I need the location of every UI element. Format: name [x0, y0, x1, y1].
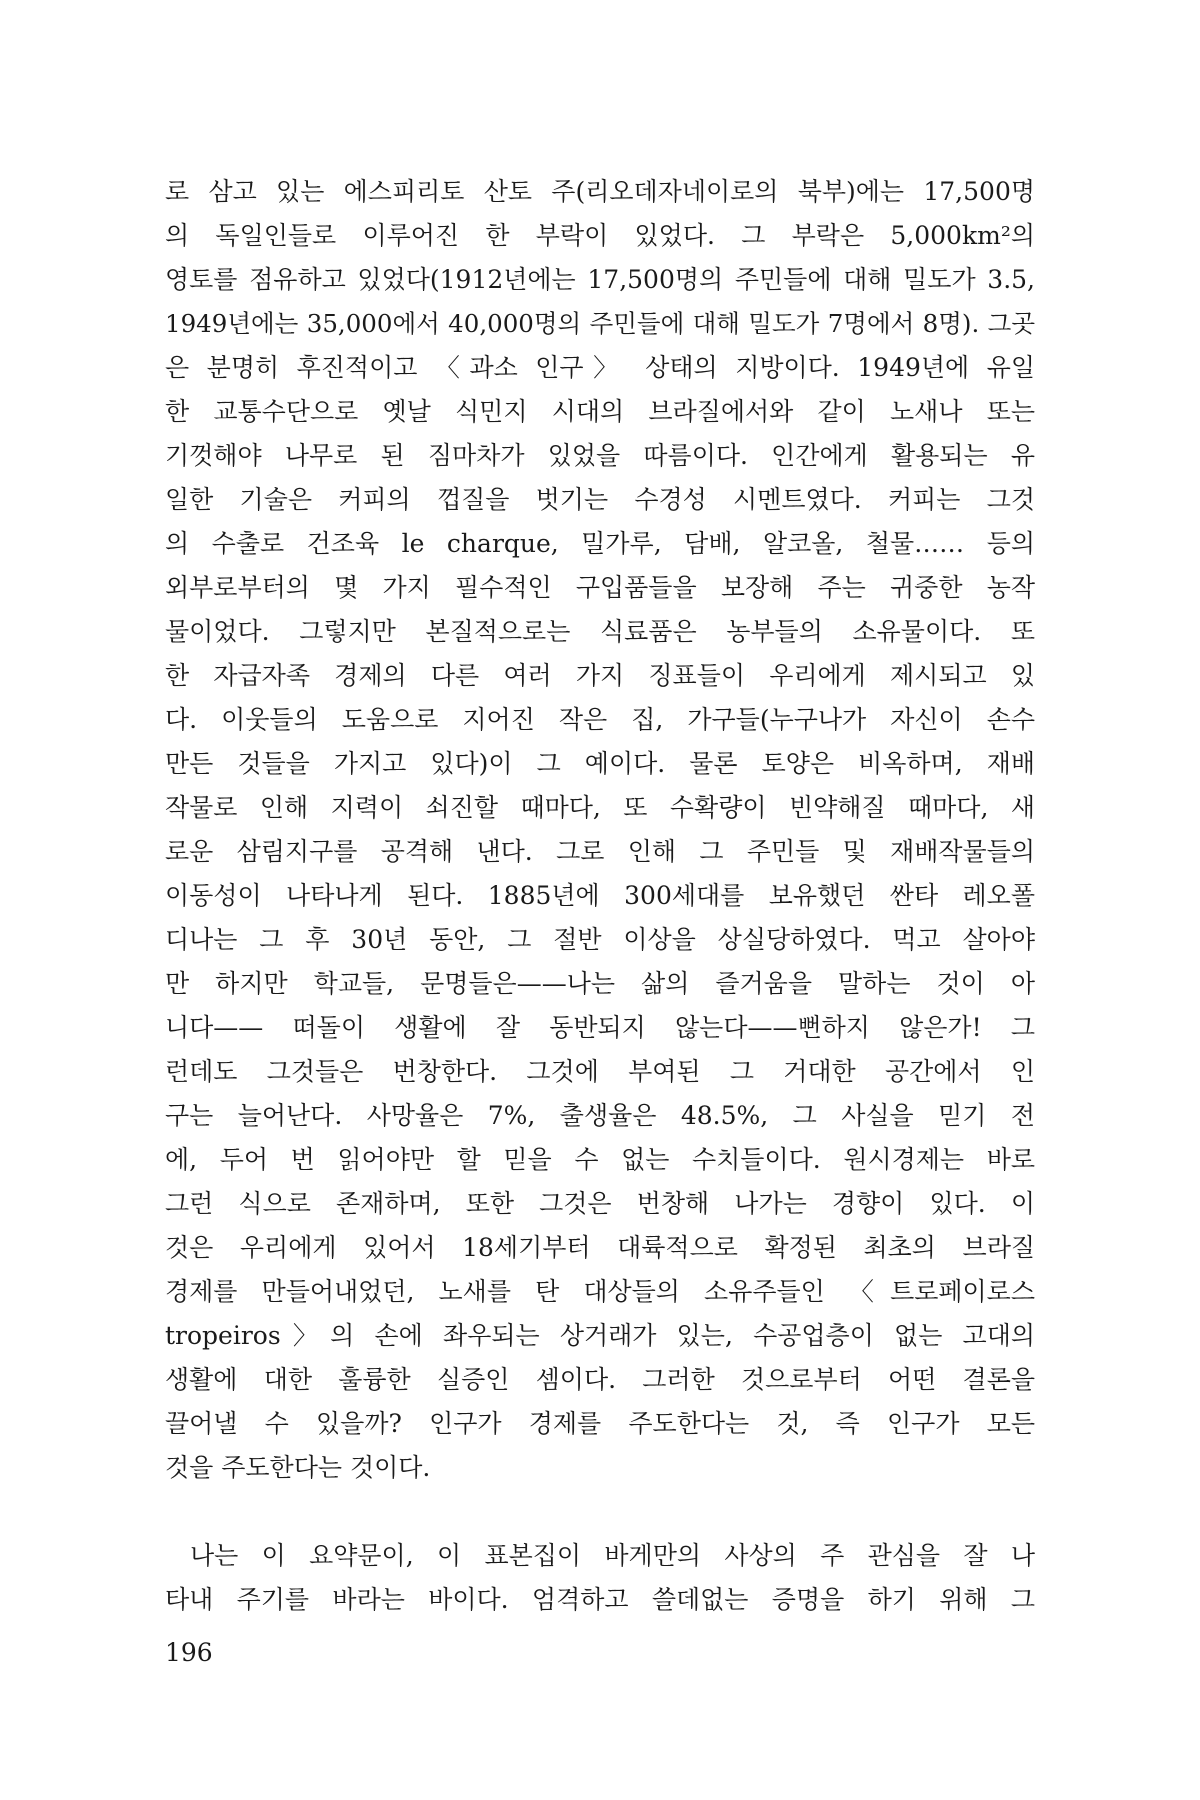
text-line: 디나는 그 후 30년 동안, 그 절반 이상을 상실당하였다. 먹고 살아야 — [165, 925, 1035, 954]
text-line: 은 분명히 후진적이고 〈과소 인구〉 상태의 지방이다. 1949년에 유일 — [165, 353, 1035, 382]
text-line: 의 수출로 건조육 le charque, 밀가루, 담배, 알코올, 철물…… 등의 — [165, 529, 1035, 558]
text-line: 니다—— 떠돌이 생활에 잘 동반되지 않는다——뻔하지 않은가! 그 — [165, 1013, 1035, 1042]
text-line: 생활에 대한 훌륭한 실증인 셈이다. 그러한 것으로부터 어떤 결론을 — [165, 1365, 1035, 1394]
text-line: 일한 기술은 커피의 껍질을 벗기는 수경성 시멘트였다. 커피는 그것 — [165, 485, 1035, 514]
text-line: 기껏해야 나무로 된 짐마차가 있었을 따름이다. 인간에게 활용되는 유 — [165, 441, 1035, 470]
text-line: 다. 이웃들의 도움으로 지어진 작은 집, 가구들(누구나가 자신이 손수 — [165, 705, 1035, 734]
text-line: 영토를 점유하고 있었다(1912년에는 17,500명의 주민들에 대해 밀도가 3.5, — [165, 265, 1035, 294]
text-line: 만든 것들을 가지고 있다)이 그 예이다. 물론 토양은 비옥하며, 재배 — [165, 749, 1035, 778]
text-line: 만 하지만 학교들, 문명들은——나는 삶의 즐거움을 말하는 것이 아 — [165, 969, 1035, 998]
text-line: 의 독일인들로 이루어진 한 부락이 있었다. 그 부락은 5,000km²의 — [165, 221, 1035, 250]
text-line: 것은 우리에게 있어서 18세기부터 대륙적으로 확정된 최초의 브라질 — [165, 1233, 1035, 1262]
text-line: 로 삼고 있는 에스피리토 산토 주(리오데자네이로의 북부)에는 17,500명 — [165, 177, 1035, 206]
text-line: tropeiros〉의 손에 좌우되는 상거래가 있는, 수공업층이 없는 고대의 — [165, 1321, 1035, 1350]
text-line: 구는 늘어난다. 사망율은 7%, 출생율은 48.5%, 그 사실을 믿기 전 — [165, 1101, 1035, 1130]
text-line: 그런 식으로 존재하며, 또한 그것은 번창해 나가는 경향이 있다. 이 — [165, 1189, 1035, 1218]
text-line: 물이었다. 그렇지만 본질적으로는 식료품은 농부들의 소유물이다. 또 — [165, 617, 1035, 646]
text-line: 한 교통수단으로 옛날 식민지 시대의 브라질에서와 같이 노새나 또는 — [165, 397, 1035, 426]
text-line: 경제를 만들어내었던, 노새를 탄 대상들의 소유주들인 〈트로페이로스 — [165, 1277, 1035, 1306]
text-line: 런데도 그것들은 번창한다. 그것에 부여된 그 거대한 공간에서 인 — [165, 1057, 1035, 1086]
text-line: 작물로 인해 지력이 쇠진할 때마다, 또 수확량이 빈약해질 때마다, 새 — [165, 793, 1035, 822]
text-line: 이동성이 나타나게 된다. 1885년에 300세대를 보유했던 싼타 레오폴 — [165, 881, 1035, 910]
text-line: 것을 주도한다는 것이다. — [165, 1453, 431, 1482]
text-line: 로운 삼림지구를 공격해 낸다. 그로 인해 그 주민들 및 재배작물들의 — [165, 837, 1035, 866]
text-line: 끌어낼 수 있을까? 인구가 경제를 주도한다는 것, 즉 인구가 모든 — [165, 1409, 1035, 1438]
text-line: 에, 두어 번 읽어야만 할 믿을 수 없는 수치들이다. 원시경제는 바로 — [165, 1145, 1035, 1174]
text-line: 외부로부터의 몇 가지 필수적인 구입품들을 보장해 주는 귀중한 농작 — [165, 573, 1035, 602]
text-line: 1949년에는 35,000에서 40,000명의 주민들에 대해 밀도가 7명에서 8명). 그곳 — [165, 309, 1035, 338]
text-line: 한 자급자족 경제의 다른 여러 가지 징표들이 우리에게 제시되고 있 — [165, 661, 1035, 690]
text-line: 나는 이 요약문이, 이 표본집이 바게만의 사상의 주 관심을 잘 나 — [190, 1541, 1035, 1570]
page-number: 196 — [165, 1638, 213, 1667]
text-line: 타내 주기를 바라는 바이다. 엄격하고 쓸데없는 증명을 하기 위해 그 — [165, 1585, 1035, 1614]
